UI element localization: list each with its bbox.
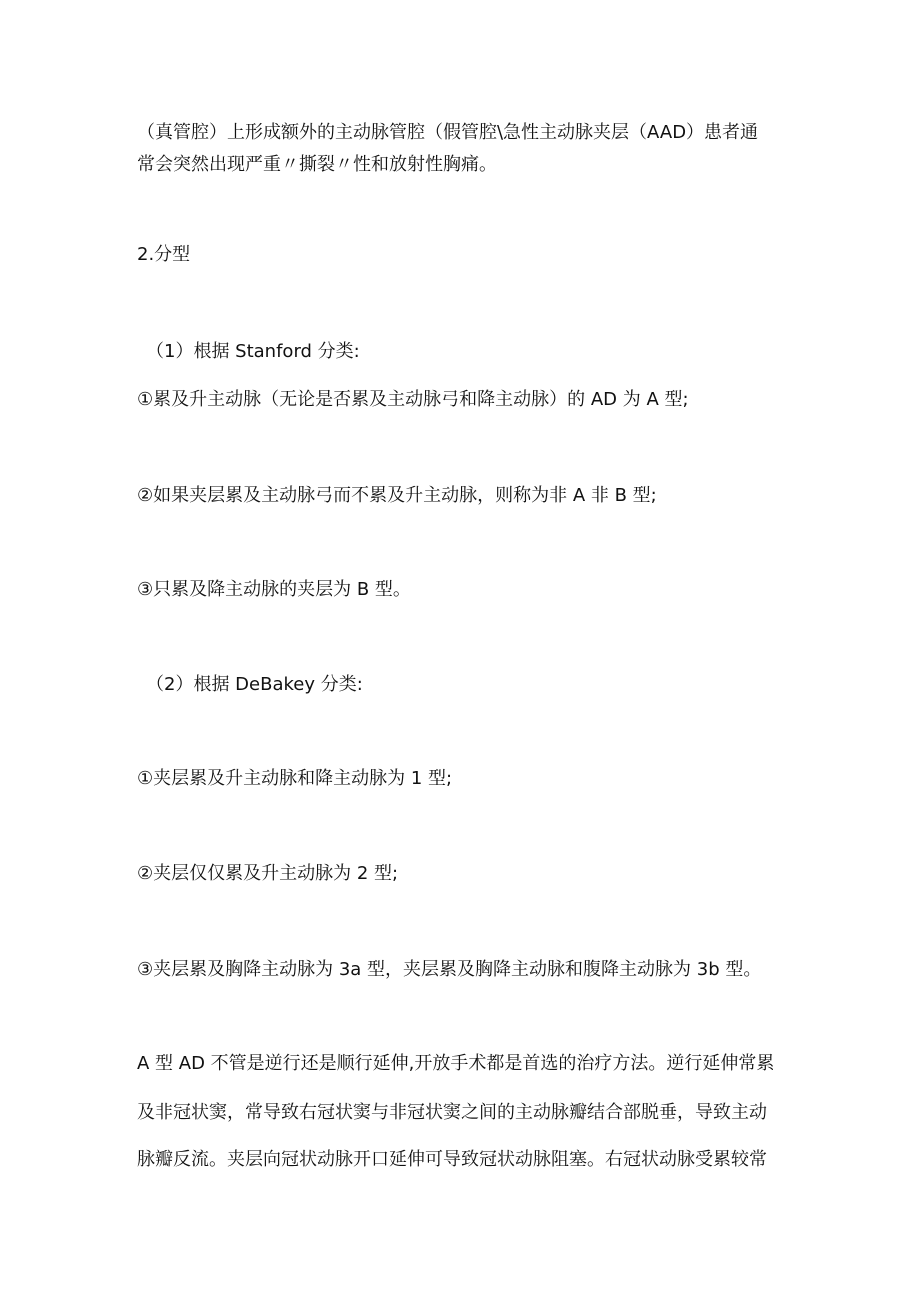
paragraph-line-3: A 型 AD 不管是逆行还是顺行延伸,开放手术都是首选的治疗方法。逆行延伸常累 bbox=[137, 1053, 775, 1074]
list-item-stanford-a: ①累及升主动脉（无论是否累及主动脉弓和降主动脉）的 AD 为 A 型; bbox=[137, 389, 689, 410]
subheading-stanford: （1）根据 Stanford 分类: bbox=[146, 341, 360, 362]
list-item-stanford-b: ③只累及降主动脉的夹层为 B 型。 bbox=[137, 579, 411, 600]
paragraph-line-4: 及非冠状窦，常导致右冠状窦与非冠状窦之间的主动脉瓣结合部脱垂，导致主动 bbox=[137, 1102, 767, 1123]
section-heading: 2.分型 bbox=[137, 244, 191, 265]
subheading-debakey: （2）根据 DeBakey 分类: bbox=[146, 674, 363, 695]
list-item-debakey-2: ②夹层仅仅累及升主动脉为 2 型; bbox=[137, 863, 399, 884]
paragraph-line-5: 脉瓣反流。夹层向冠状动脉开口延伸可导致冠状动脉阻塞。右冠状动脉受累较常 bbox=[137, 1149, 767, 1170]
list-item-debakey-1: ①夹层累及升主动脉和降主动脉为 1 型; bbox=[137, 768, 453, 789]
list-item-debakey-3: ③夹层累及胸降主动脉为 3a 型，夹层累及胸降主动脉和腹降主动脉为 3b 型。 bbox=[137, 959, 762, 980]
paragraph-line-1: （真管腔）上形成额外的主动脉管腔（假管腔\急性主动脉夹层（AAD）患者通 bbox=[137, 122, 759, 143]
paragraph-line-2: 常会突然出现严重〃撕裂〃性和放射性胸痛。 bbox=[137, 154, 497, 175]
list-item-stanford-non-a-non-b: ②如果夹层累及主动脉弓而不累及升主动脉，则称为非 A 非 B 型; bbox=[137, 485, 657, 506]
